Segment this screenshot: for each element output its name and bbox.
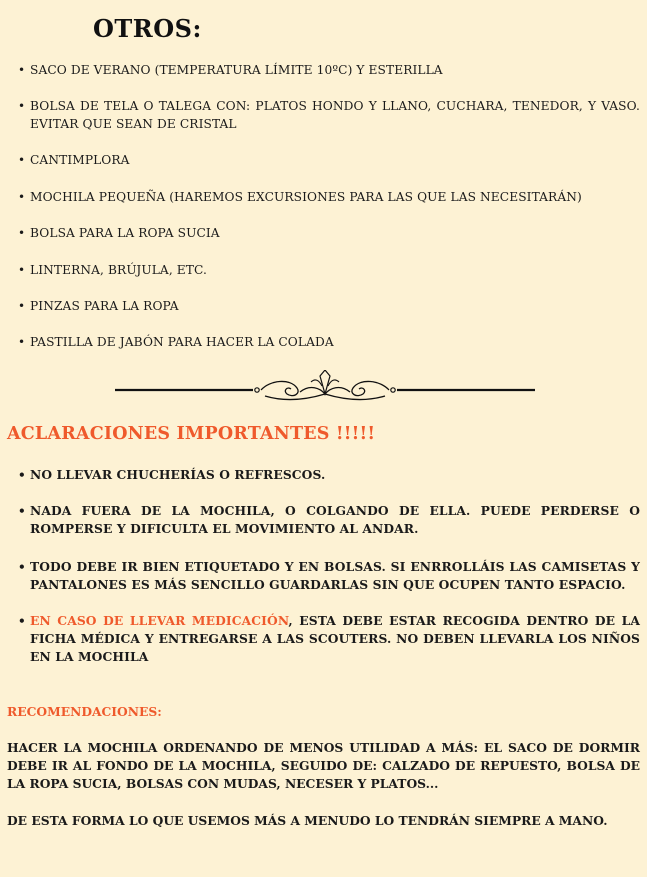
- list-item: • BOLSA PARA LA ROPA SUCIA: [18, 226, 220, 240]
- list-item: • SACO DE VERANO (TEMPERATURA LÍMITE 10ºC) Y ESTERILLA: [18, 63, 443, 77]
- otros-title: OTROS:: [93, 14, 202, 43]
- bullet-icon: •: [18, 263, 26, 277]
- list-item: • NO LLEVAR CHUCHERÍAS O REFRESCOS.: [18, 467, 326, 482]
- list-item: • LINTERNA, BRÚJULA, ETC.: [18, 263, 207, 277]
- bullet-icon: •: [18, 614, 26, 628]
- medicacion-text: [30, 612, 640, 666]
- bullet-icon: •: [18, 468, 26, 482]
- list-item: • CANTIMPLORA: [18, 153, 130, 167]
- list-item: • TODO DEBE IR BIEN ETIQUETADO Y EN BOLSAS. SI ENRROLLÁIS LAS CAMISETAS Y PANTALONES ES MÁS SENCILLO GUARDARLAS SIN QUE OCUPEN TANTO ESPACIO.: [18, 559, 640, 592]
- bullet-icon: •: [18, 335, 26, 349]
- list-item: [18, 612, 640, 666]
- list-item: • PASTILLA DE JABÓN PARA HACER LA COLADA: [18, 335, 334, 349]
- medicacion-rest: , ESTA DEBE ESTAR RECOGIDA DENTRO DE LA FICHA MÉDICA Y ENTREGARSE A LAS SCOUTERS. NO DEBEN LLEVARLA LOS NIÑOS EN LA MOCHILA: [30, 613, 640, 664]
- list-item: • NADA FUERA DE LA MOCHILA, O COLGANDO DE ELLA. PUEDE PERDERSE O ROMPERSE Y DIFICULTA EL MOVIMIENTO AL ANDAR.: [18, 503, 640, 536]
- bullet-icon: •: [18, 153, 26, 167]
- recomendaciones-paragraph-2: DE ESTA FORMA LO QUE USEMOS MÁS A MENUDO LO TENDRÁN SIEMPRE A MANO.: [7, 813, 608, 828]
- aclaraciones-title: ACLARACIONES IMPORTANTES !!!!!: [7, 424, 376, 444]
- list-item: • BOLSA DE TELA O TALEGA CON: PLATOS HONDO Y LLANO, CUCHARA, TENEDOR, Y VASO. EVITAR QUE SEAN DE CRISTAL: [18, 99, 640, 131]
- bullet-icon: •: [18, 299, 26, 313]
- bullet-icon: •: [18, 99, 26, 113]
- bullet-icon: •: [18, 63, 26, 77]
- medicacion-highlight: EN CASO DE LLEVAR MEDICACIÓN: [30, 613, 289, 628]
- bullet-icon: •: [18, 504, 26, 518]
- recomendaciones-title: RECOMENDACIONES:: [7, 704, 162, 719]
- list-item: • PINZAS PARA LA ROPA: [18, 299, 179, 313]
- ornamental-divider: [115, 370, 535, 406]
- list-item: • MOCHILA PEQUEÑA (HAREMOS EXCURSIONES PARA LAS QUE LAS NECESITARÁN): [18, 190, 582, 204]
- bullet-icon: •: [18, 190, 26, 204]
- recomendaciones-paragraph-1: HACER LA MOCHILA ORDENANDO DE MENOS UTILIDAD A MÁS: EL SACO DE DORMIR DEBE IR AL FONDO DE LA MOCHILA, SEGUIDO DE: CALZADO DE REPUESTO, BOLSA DE LA ROPA SUCIA, BOLSAS CON MUDAS, NECESER Y PLATOS...: [7, 740, 640, 791]
- bullet-icon: •: [18, 226, 26, 240]
- bullet-icon: •: [18, 560, 26, 574]
